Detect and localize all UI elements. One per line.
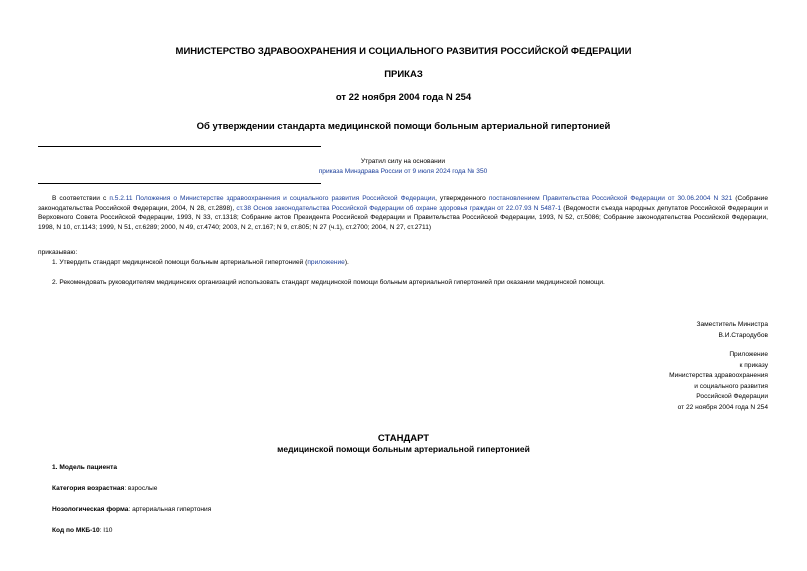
preamble-text: В соответствии с: [52, 195, 110, 202]
doc-date-number: от 22 ноября 2004 года N 254: [335, 92, 472, 103]
link-regulation[interactable]: п.5.2.11 Положения о Министерстве здравоохранения и социального развития Российской Федерации: [109, 195, 436, 202]
field-value: : I10: [99, 527, 113, 534]
icd-code: [52, 526, 112, 536]
link-appendix[interactable]: приложение: [307, 259, 345, 266]
divider-top: [38, 146, 321, 147]
signature-position: Заместитель Министра: [696, 321, 768, 328]
preamble-paragraph: [38, 194, 768, 232]
link-health-law[interactable]: ст.38 Основ законодательства Российской Федерации об охране здоровья граждан от 22.07.93 N 5487-1: [236, 204, 562, 212]
signature-name: В.И.Стародубов: [718, 331, 768, 339]
section-patient-model: 1. Модель пациента: [52, 464, 117, 471]
appendix-block: [669, 350, 768, 414]
field-value: : взрослые: [124, 485, 158, 492]
signature-block: [696, 320, 768, 341]
appendix-line: и социального развития: [694, 382, 768, 390]
doc-title: Об утверждении стандарта медицинской помощи больным артериальной гипертонией: [196, 121, 611, 132]
order-item-1: [52, 258, 349, 268]
order-item-text: 1. Утвердить стандарт медицинской помощи больным артериальной гипертонией (: [52, 259, 308, 266]
status-notice: [38, 157, 768, 176]
divider-bottom: [38, 183, 321, 184]
standard-subtitle: медицинской помощи больным артериальной гипертонией: [277, 444, 530, 454]
standard-title: СТАНДАРТ: [377, 433, 430, 444]
status-line: Утратил силу на основании: [360, 158, 446, 165]
ministry-heading: МИНИСТЕРСТВО ЗДРАВООХРАНЕНИЯ И СОЦИАЛЬНОГО РАЗВИТИЯ РОССИЙСКОЙ ФЕДЕРАЦИИ: [175, 46, 632, 57]
age-category: [52, 484, 157, 494]
link-government-decree[interactable]: постановлением Правительства Российской Федерации от 30.06.2004 N 321: [488, 195, 733, 202]
appendix-line: Министерства здравоохранения: [669, 372, 768, 380]
field-label: Код по МКБ-10: [52, 527, 100, 534]
status-link[interactable]: приказа Минздрава России от 9 июля 2024 года № 350: [318, 167, 488, 175]
appendix-line: к приказу: [739, 361, 768, 369]
preamble-text: , утвержденного: [435, 195, 489, 202]
appendix-line: от 22 ноября 2004 года N 254: [677, 403, 768, 411]
field-label: Нозологическая форма: [52, 506, 129, 513]
order-item-2: 2. Рекомендовать руководителям медицинских организаций использовать стандарт медицинской помощи больным артериальной гипертонией при оказании медицинской помощи.: [52, 279, 605, 286]
preamble-text: (Ведомости съезда народных депутатов Российской Федерации и Верховного Совета Российской Федерации, 1993, N 33, ст.1318; Собрание актов Президента Российской Федерации и Правительства Российской Федерации, 1993, N 52, ст.5086; Собрание законодательства Российской Федерации, 1998, N 10, ст.1143; 1999, N 51, ст.6289; 2000, N 49, ст.4740; 2003, N 2, ст.167; N 9, ст.805; N 27 (ч.1), ст.2700; 2004, N 27, ст.2711): [38, 204, 768, 231]
field-label: Категория возрастная: [52, 485, 125, 492]
appendix-line: Приложение: [729, 351, 768, 358]
preamble-text: (Собрание законодательства Российской Федерации, 2004, N 28, ст.2898),: [38, 195, 769, 212]
nosology-form: [52, 505, 211, 515]
field-value: : артериальная гипертония: [128, 506, 212, 513]
order-item-text: ).: [344, 259, 349, 266]
appendix-line: Российской Федерации: [696, 393, 768, 401]
doc-type: ПРИКАЗ: [384, 69, 423, 80]
order-prikazyvayu: приказываю:: [38, 249, 78, 256]
